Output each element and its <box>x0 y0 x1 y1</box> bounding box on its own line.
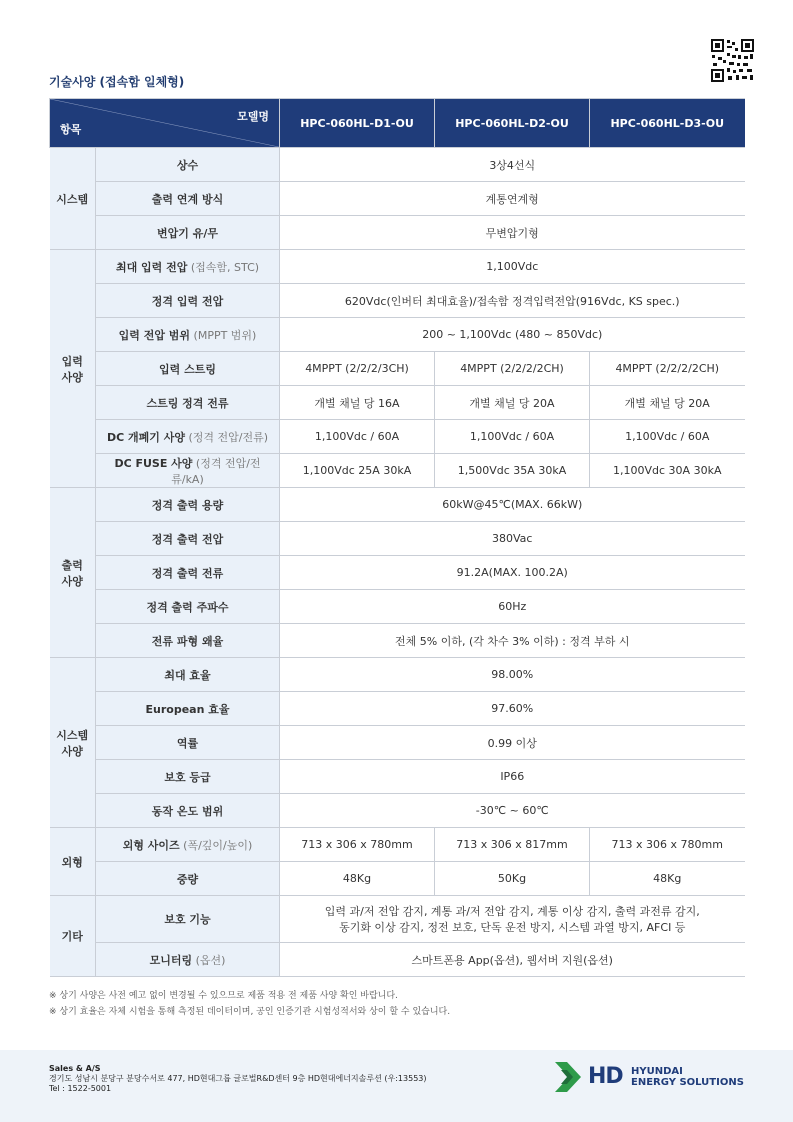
spec-value-d2: 713 x 306 x 817mm <box>435 828 590 862</box>
spec-label-note: (정격 전압/전류) <box>184 430 269 444</box>
spec-value: 97.60% <box>280 692 745 726</box>
spec-label: 전류 파형 왜율 <box>96 624 280 658</box>
spec-value-d3: 1,100Vdc / 60A <box>590 420 745 454</box>
table-row <box>50 794 745 828</box>
spec-value: 0.99 이상 <box>280 726 745 760</box>
table-row <box>50 943 745 977</box>
logo-line-2: ENERGY SOLUTIONS <box>631 1077 744 1088</box>
spec-value-d1: 1,100Vdc 25A 30kA <box>280 454 435 488</box>
spec-label-name: 외형 사이즈 <box>122 838 180 852</box>
footnote: ※ 상기 효율은 자체 시험을 통해 측정된 데이터이며, 공인 인증기관 시험성적서와 상이 할 수 있습니다. <box>49 1007 451 1017</box>
spec-label-name: DC 개폐기 사양 <box>106 430 185 444</box>
table-row <box>50 148 745 182</box>
spec-value: 98.00% <box>280 658 745 692</box>
spec-label-note: (정격 전압/전류/kA) <box>171 456 261 486</box>
table-row <box>50 250 745 284</box>
spec-label <box>96 454 280 488</box>
spec-label: 정격 출력 용량 <box>96 488 280 522</box>
spec-label-name: 최대 입력 전압 <box>115 260 188 274</box>
spec-value: IP66 <box>280 760 745 794</box>
spec-table <box>49 98 745 977</box>
category-etc: 기타 <box>50 896 96 977</box>
category-output-line-2: 사양 <box>61 574 83 588</box>
table-row <box>50 284 745 318</box>
spec-value: 60Hz <box>280 590 745 624</box>
table-row <box>50 624 745 658</box>
spec-value-d1: 1,100Vdc / 60A <box>280 420 435 454</box>
spec-label: 변압기 유/무 <box>96 216 280 250</box>
spec-label-name: 입력 전압 범위 <box>118 328 191 342</box>
category-output <box>50 488 96 658</box>
category-sysspec-line-2: 사양 <box>61 744 83 758</box>
table-row <box>50 726 745 760</box>
table-row <box>50 692 745 726</box>
model-header-d3: HPC-060HL-D3-OU <box>590 99 745 148</box>
protection-line-2: 동기화 이상 감지, 정전 보호, 단독 운전 방지, 시스템 과열 방지, AFCI 등 <box>339 921 686 934</box>
qr-code-icon <box>710 38 755 83</box>
logo-name <box>631 1066 744 1088</box>
spec-label-note: (MPPT 범위) <box>190 328 257 342</box>
spec-value: 91.2A(MAX. 100.2A) <box>280 556 745 590</box>
spec-label: 보호 기능 <box>96 896 280 943</box>
spec-value-d1: 개별 채널 당 16A <box>280 386 435 420</box>
page-title: 기술사양 (접속함 일체형) <box>49 75 185 89</box>
spec-value: -30℃ ~ 60℃ <box>280 794 745 828</box>
footer <box>0 1050 793 1122</box>
table-row <box>50 896 745 943</box>
category-exterior: 외형 <box>50 828 96 896</box>
protection-line-1: 입력 과/저 전압 감지, 계통 과/저 전압 감지, 계통 이상 감지, 출력 과전류 감지, <box>324 905 700 918</box>
spec-label-note: (폭/깊이/높이) <box>179 838 253 852</box>
spec-value: 1,100Vdc <box>280 250 745 284</box>
spec-label-name: DC FUSE 사양 <box>114 456 193 470</box>
category-sysspec-line-1: 시스템 <box>56 728 89 742</box>
spec-value-d3: 1,100Vdc 30A 30kA <box>590 454 745 488</box>
table-row <box>50 318 745 352</box>
sales-tel: Tel : 1522-5001 <box>49 1084 112 1093</box>
spec-label: 출력 연계 방식 <box>96 182 280 216</box>
table-row <box>50 386 745 420</box>
logo-line-1: HYUNDAI <box>631 1066 683 1077</box>
spec-label-note: (접속함, STC) <box>187 260 260 274</box>
table-row <box>50 590 745 624</box>
sales-title: Sales & A/S <box>49 1064 101 1073</box>
table-row <box>50 522 745 556</box>
company-logo <box>555 1062 744 1092</box>
spec-label: 정격 출력 전류 <box>96 556 280 590</box>
spec-label <box>96 943 280 977</box>
footnotes <box>49 988 450 1020</box>
spec-label: 스트링 정격 전류 <box>96 386 280 420</box>
spec-label: 정격 입력 전압 <box>96 284 280 318</box>
spec-label: 중량 <box>96 862 280 896</box>
spec-label <box>96 420 280 454</box>
spec-label <box>96 250 280 284</box>
category-input-line-2: 사양 <box>61 370 83 384</box>
category-output-line-1: 출력 <box>61 558 83 572</box>
spec-value-d2: 1,100Vdc / 60A <box>435 420 590 454</box>
spec-value-d2: 4MPPT (2/2/2/2CH) <box>435 352 590 386</box>
spec-value-d3: 개별 채널 당 20A <box>590 386 745 420</box>
table-row <box>50 216 745 250</box>
spec-value-d3: 713 x 306 x 780mm <box>590 828 745 862</box>
model-header-d1: HPC-060HL-D1-OU <box>280 99 435 148</box>
item-label: 항목 <box>60 123 82 136</box>
spec-label <box>96 828 280 862</box>
category-system: 시스템 <box>50 148 96 250</box>
spec-value: 380Vac <box>280 522 745 556</box>
table-row <box>50 420 745 454</box>
spec-value-d1: 713 x 306 x 780mm <box>280 828 435 862</box>
table-row <box>50 488 745 522</box>
spec-value-d3: 48Kg <box>590 862 745 896</box>
table-row <box>50 828 745 862</box>
category-system-spec <box>50 658 96 828</box>
spec-value: 620Vdc(인버터 최대효율)/접속함 정격입력전압(916Vdc, KS spec.) <box>280 284 745 318</box>
category-input-line-1: 입력 <box>61 354 83 368</box>
spec-label: 동작 온도 범위 <box>96 794 280 828</box>
spec-value: 3상4선식 <box>280 148 745 182</box>
spec-value-d1: 48Kg <box>280 862 435 896</box>
spec-value: 전체 5% 이하, (각 차수 3% 이하) : 정격 부하 시 <box>280 624 745 658</box>
logo-mark: HD <box>588 1064 623 1089</box>
spec-value-d2: 개별 채널 당 20A <box>435 386 590 420</box>
table-row <box>50 862 745 896</box>
table-row <box>50 454 745 488</box>
footnote: ※ 상기 사양은 사전 예고 없이 변경될 수 있으므로 제품 적용 전 제품 사양 확인 바랍니다. <box>49 991 398 1001</box>
spec-label-note: (옵션) <box>192 953 226 967</box>
spec-label-name: 모니터링 <box>149 953 193 967</box>
spec-label: 입력 스트링 <box>96 352 280 386</box>
table-header-row <box>50 99 745 148</box>
spec-label: 상수 <box>96 148 280 182</box>
spec-value-d3: 4MPPT (2/2/2/2CH) <box>590 352 745 386</box>
header-corner-cell <box>50 99 280 148</box>
table-row <box>50 760 745 794</box>
sales-contact <box>49 1064 427 1094</box>
spec-label: European 효율 <box>96 692 280 726</box>
table-row <box>50 352 745 386</box>
sales-address: 경기도 성남시 분당구 분당수서로 477, HD현대그룹 글로벌R&D센터 9층 HD현대에너지솔루션 (우:13553) <box>49 1074 427 1083</box>
category-input <box>50 250 96 488</box>
model-header-d2: HPC-060HL-D2-OU <box>435 99 590 148</box>
spec-value-d2: 1,500Vdc 35A 30kA <box>435 454 590 488</box>
spec-label: 정격 출력 전압 <box>96 522 280 556</box>
spec-label <box>96 318 280 352</box>
table-row <box>50 556 745 590</box>
spec-value: 200 ~ 1,100Vdc (480 ~ 850Vdc) <box>280 318 745 352</box>
spec-value <box>280 896 745 943</box>
spec-value: 무변압기형 <box>280 216 745 250</box>
logo-chevron-icon <box>555 1062 583 1092</box>
spec-value: 스마트폰용 App(옵션), 웹서버 지원(옵션) <box>280 943 745 977</box>
table-row <box>50 658 745 692</box>
spec-label: 정격 출력 주파수 <box>96 590 280 624</box>
spec-value-d2: 50Kg <box>435 862 590 896</box>
spec-value-d1: 4MPPT (2/2/2/3CH) <box>280 352 435 386</box>
spec-value: 60kW@45℃(MAX. 66kW) <box>280 488 745 522</box>
spec-label: 최대 효율 <box>96 658 280 692</box>
spec-value: 계통연계형 <box>280 182 745 216</box>
spec-label: 역률 <box>96 726 280 760</box>
spec-label: 보호 등급 <box>96 760 280 794</box>
table-row <box>50 182 745 216</box>
model-label: 모델명 <box>237 110 269 123</box>
